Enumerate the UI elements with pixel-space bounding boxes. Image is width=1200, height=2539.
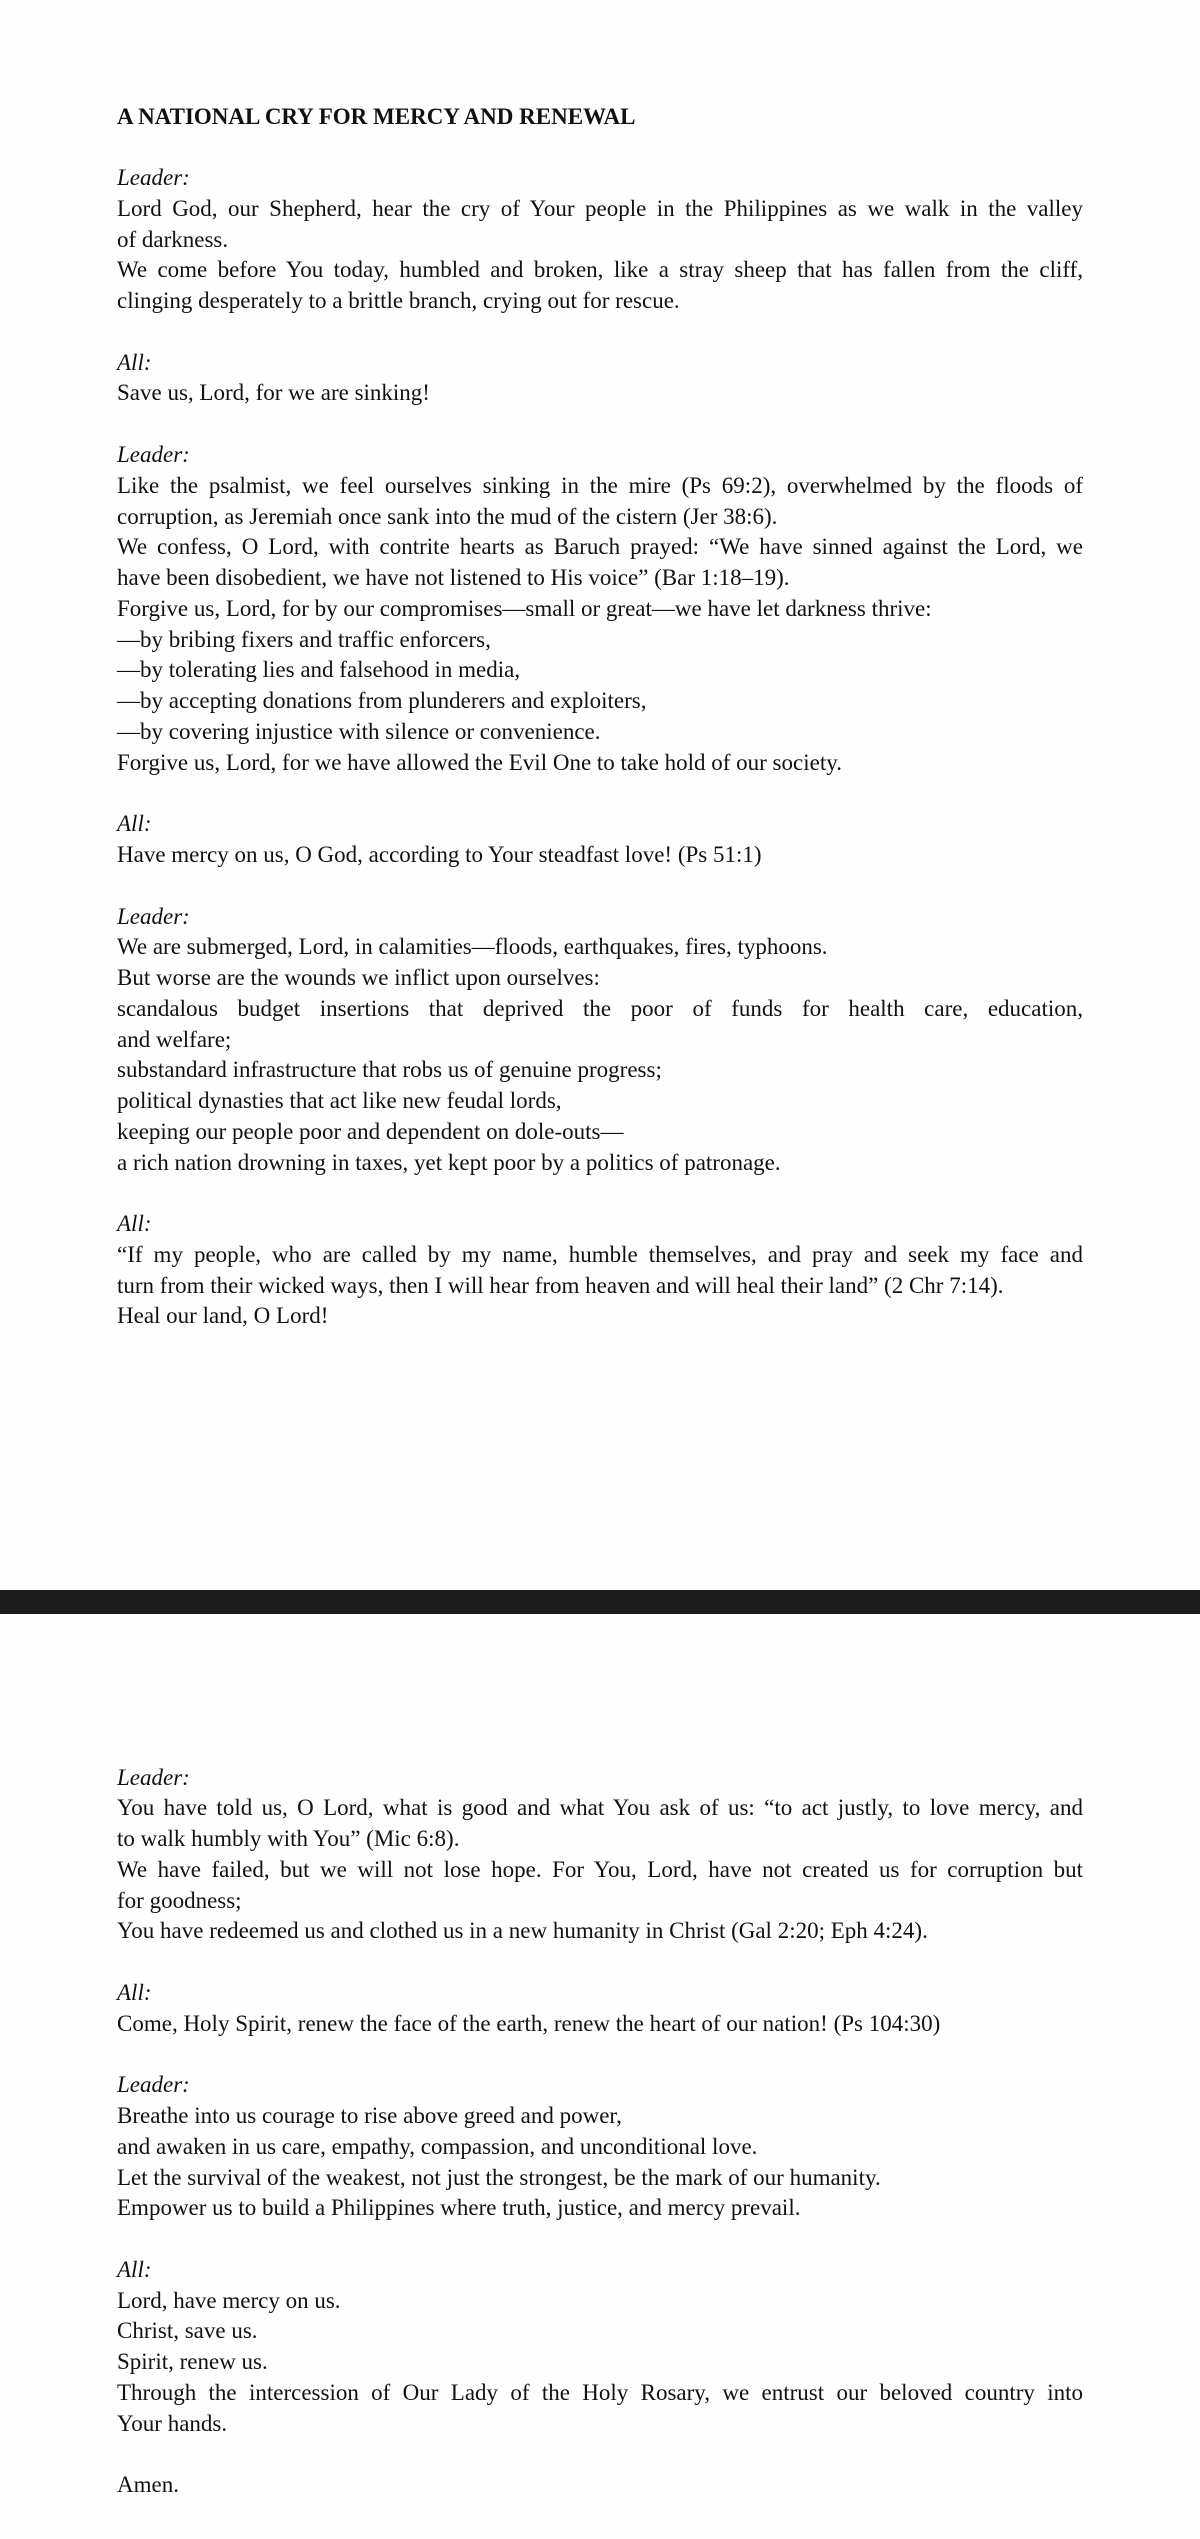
prayer-line: keeping our people poor and dependent on dole-outs— — [117, 1118, 624, 1144]
prayer-line: Christ, save us. — [117, 2318, 258, 2344]
prayer-column-2 — [117, 1763, 1083, 2501]
speaker-label: Leader: — [117, 165, 190, 191]
prayer-paragraph — [117, 963, 1083, 994]
spacer — [117, 317, 1083, 348]
prayer-paragraph — [117, 378, 1083, 409]
prayer-paragraph — [117, 2132, 1083, 2163]
prayer-paragraph — [117, 255, 1083, 317]
prayer-paragraph — [117, 471, 1083, 533]
spacer — [117, 132, 1083, 163]
prayer-line: Breathe into us courage to rise above greed and power, — [117, 2103, 622, 2129]
prayer-line: Through the intercession of Our Lady of the Holy Rosary, we entrust our beloved country into — [117, 2379, 1083, 2405]
speaker-label: Leader: — [117, 2072, 190, 2098]
prayer-paragraph — [117, 2101, 1083, 2132]
prayer-paragraph — [117, 1240, 1083, 1302]
prayer-paragraph — [117, 2316, 1083, 2347]
spacer — [117, 2224, 1083, 2255]
speaker-label: Leader: — [117, 903, 190, 929]
prayer-line: “If my people, who are called by my name, humble themselves, and pray and seek my face and — [117, 1241, 1083, 1267]
speaker-label: Leader: — [117, 1764, 190, 1790]
prayer-paragraph — [117, 2378, 1083, 2440]
prayer-paragraph — [117, 1055, 1083, 1086]
prayer-paragraph — [117, 2009, 1083, 2040]
prayer-line: Come, Holy Spirit, renew the face of the earth, renew the heart of our nation! (Ps 104:30) — [117, 2010, 941, 2036]
prayer-line: Forgive us, Lord, for we have allowed the Evil One to take hold of our society. — [117, 749, 842, 775]
response-block-all — [117, 809, 1083, 871]
spacer — [117, 871, 1083, 902]
prayer-line: scandalous budget insertions that deprived the poor of funds for health care, education, — [117, 995, 1083, 1021]
prayer-line: and welfare; — [117, 1026, 232, 1052]
prayer-line: Lord God, our Shepherd, hear the cry of Your people in the Philippines as we walk in the valley — [117, 195, 1083, 221]
spacer — [117, 2039, 1083, 2070]
spacer — [117, 409, 1083, 440]
speaker-label: Leader: — [117, 442, 190, 468]
document-page-2 — [0, 1614, 1200, 2539]
prayer-line: corruption, as Jeremiah once sank into the mud of the cistern (Jer 38:6). — [117, 503, 778, 529]
prayer-line: Let the survival of the weakest, not just the strongest, be the mark of our humanity. — [117, 2164, 881, 2190]
prayer-paragraph — [117, 840, 1083, 871]
closing-block — [117, 2470, 1083, 2501]
prayer-line: —by bribing fixers and traffic enforcers, — [117, 626, 491, 652]
prayer-line: We have failed, but we will not lose hope. For You, Lord, have not created us for corruption but — [117, 1856, 1083, 1882]
prayer-paragraph — [117, 655, 1083, 686]
response-block-leader — [117, 2070, 1083, 2224]
response-block-leader — [117, 1763, 1083, 1948]
response-block-all — [117, 348, 1083, 410]
page-divider — [0, 1590, 1200, 1614]
speaker-label: All: — [117, 1211, 152, 1237]
prayer-line: We are submerged, Lord, in calamities—floods, earthquakes, fires, typhoons. — [117, 934, 828, 960]
prayer-line: turn from their wicked ways, then I will hear from heaven and will heal their land” (2 Chr 7:14). — [117, 1272, 1004, 1298]
prayer-line: Lord, have mercy on us. — [117, 2287, 341, 2313]
prayer-paragraph — [117, 2163, 1083, 2194]
prayer-line: Like the psalmist, we feel ourselves sinking in the mire (Ps 69:2), overwhelmed by the floods of — [117, 472, 1083, 498]
spacer — [117, 778, 1083, 809]
spacer — [117, 2439, 1083, 2470]
prayer-paragraph — [117, 532, 1083, 594]
prayer-line: Save us, Lord, for we are sinking! — [117, 380, 430, 406]
prayer-line: Have mercy on us, O God, according to Your steadfast love! (Ps 51:1) — [117, 841, 762, 867]
speaker-label: All: — [117, 2256, 152, 2282]
prayer-paragraph — [117, 1148, 1083, 1179]
prayer-line: Heal our land, O Lord! — [117, 1303, 329, 1329]
prayer-paragraph — [117, 1916, 1083, 1947]
prayer-line: of darkness. — [117, 226, 229, 252]
response-block-leader — [117, 440, 1083, 778]
prayer-paragraph — [117, 1855, 1083, 1917]
prayer-line: political dynasties that act like new feudal lords, — [117, 1088, 562, 1114]
prayer-line: We confess, O Lord, with contrite hearts as Baruch prayed: “We have sinned against the Lord, we — [117, 534, 1083, 560]
prayer-paragraph — [117, 686, 1083, 717]
prayer-line: Your hands. — [117, 2410, 228, 2436]
prayer-paragraph — [117, 2193, 1083, 2224]
response-block-leader — [117, 902, 1083, 1179]
section-1-blocks — [117, 163, 1083, 1332]
prayer-column-1 — [117, 102, 1083, 1333]
speaker-label: All: — [117, 349, 152, 375]
prayer-paragraph — [117, 717, 1083, 748]
prayer-line: substandard infrastructure that robs us of genuine progress; — [117, 1057, 662, 1083]
prayer-paragraph — [117, 2286, 1083, 2317]
prayer-paragraph — [117, 625, 1083, 656]
prayer-line: have been disobedient, we have not listened to His voice” (Bar 1:18–19). — [117, 565, 790, 591]
prayer-paragraph — [117, 994, 1083, 1056]
prayer-paragraph — [117, 748, 1083, 779]
prayer-line: to walk humbly with You” (Mic 6:8). — [117, 1826, 460, 1852]
prayer-paragraph — [117, 594, 1083, 625]
prayer-line: You have redeemed us and clothed us in a new humanity in Christ (Gal 2:20; Eph 4:24). — [117, 1918, 928, 1944]
prayer-line: a rich nation drowning in taxes, yet kept poor by a politics of patronage. — [117, 1149, 781, 1175]
prayer-paragraph — [117, 2470, 1083, 2501]
response-block-all — [117, 1978, 1083, 2040]
prayer-line: But worse are the wounds we inflict upon ourselves: — [117, 965, 600, 991]
section-2-blocks — [117, 1763, 1083, 2501]
prayer-line: Spirit, renew us. — [117, 2349, 268, 2375]
spacer — [117, 1947, 1083, 1978]
response-block-leader — [117, 163, 1083, 317]
speaker-label: All: — [117, 811, 152, 837]
prayer-line: and awaken in us care, empathy, compassion, and unconditional love. — [117, 2133, 758, 2159]
prayer-line: —by tolerating lies and falsehood in media, — [117, 657, 521, 683]
prayer-line: —by accepting donations from plunderers and exploiters, — [117, 688, 647, 714]
document-title: A NATIONAL CRY FOR MERCY AND RENEWAL — [117, 103, 636, 129]
prayer-line: Amen. — [117, 2472, 179, 2498]
prayer-paragraph — [117, 1117, 1083, 1148]
prayer-line: You have told us, O Lord, what is good and what You ask of us: “to act justly, to love mercy, and — [117, 1795, 1083, 1821]
prayer-line: Forgive us, Lord, for by our compromises—small or great—we have let darkness thrive: — [117, 595, 932, 621]
prayer-paragraph — [117, 2347, 1083, 2378]
speaker-label: All: — [117, 1979, 152, 2005]
prayer-paragraph — [117, 932, 1083, 963]
response-block-all — [117, 2255, 1083, 2440]
prayer-line: clinging desperately to a brittle branch, crying out for rescue. — [117, 288, 680, 314]
prayer-paragraph — [117, 1086, 1083, 1117]
prayer-line: for goodness; — [117, 1887, 242, 1913]
prayer-paragraph — [117, 1793, 1083, 1855]
response-block-all — [117, 1209, 1083, 1332]
spacer — [117, 1178, 1083, 1209]
prayer-line: —by covering injustice with silence or convenience. — [117, 718, 601, 744]
prayer-line: We come before You today, humbled and broken, like a stray sheep that has fallen from the cliff, — [117, 257, 1083, 283]
prayer-line: Empower us to build a Philippines where truth, justice, and mercy prevail. — [117, 2195, 801, 2221]
prayer-paragraph — [117, 1301, 1083, 1332]
prayer-paragraph — [117, 194, 1083, 256]
